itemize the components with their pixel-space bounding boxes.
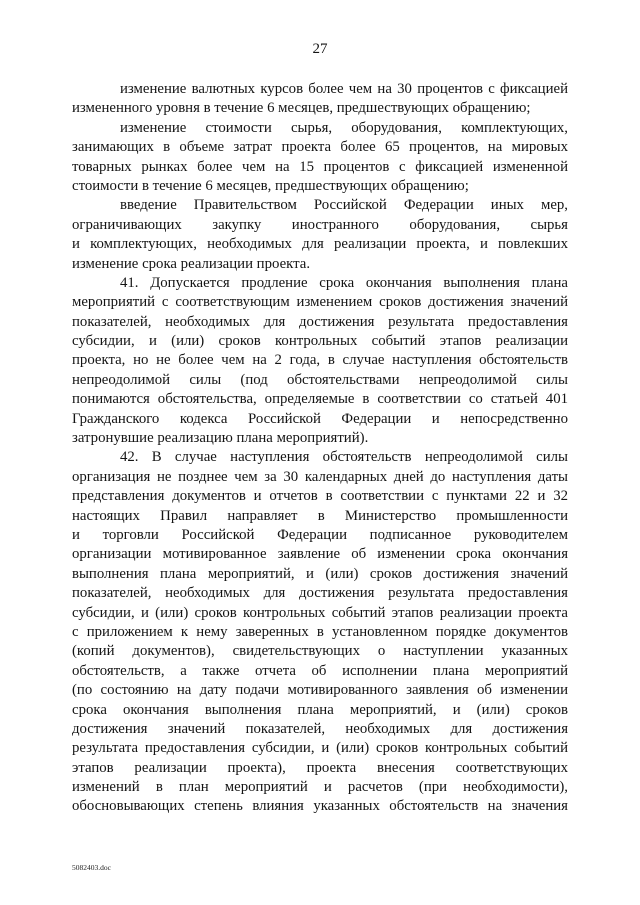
text-line: показателей, необходимых для достижения результата предоставления <box>72 585 568 602</box>
text-line: изменение стоимости сырья, оборудования, комплектующих, <box>120 119 568 136</box>
text-line: понимаются обстоятельства, определяемые в соответствии со статьей 401 <box>72 391 568 408</box>
text-line: изменение валютных курсов более чем на 30 процентов с фиксацией <box>120 81 568 97</box>
paragraph <box>72 274 568 449</box>
text-line: результата предоставления субсидии, и (или) сроков контрольных событий <box>72 740 568 757</box>
text-line: и торговли Российской Федерации подписанное руководителем <box>72 526 568 543</box>
text-line: с приложением к нему заверенных в установленном порядке документов <box>72 623 568 640</box>
text-line: показателей, необходимых для достижения результата предоставления <box>72 313 568 330</box>
text-line: Гражданского кодекса Российской Федерации и непосредственно <box>72 410 568 427</box>
text-line: стоимости в течение 6 месяцев, предшествующих обращению; <box>72 177 469 194</box>
text-line: этапов реализации проекта), проекта внесения соответствующих <box>72 759 568 776</box>
text-line: изменений в план мероприятий и расчетов (при необходимости), <box>72 779 568 796</box>
text-line: организация не позднее чем за 30 календарных дней до наступления даты <box>72 468 568 485</box>
paragraph <box>72 119 568 197</box>
text-line: срока окончания выполнения плана мероприятий, и (или) сроков <box>72 701 568 718</box>
text-line: субсидии, и (или) сроков контрольных событий этапов реализации проекта <box>72 604 568 621</box>
text-line: мероприятий с соответствующим изменением сроков достижения значений <box>72 294 568 311</box>
text-line: (копий документов), свидетельствующих о наступлении указанных <box>72 643 568 660</box>
body-text <box>72 80 568 817</box>
text-line: достижения значений показателей, необходимых для достижения <box>72 720 568 737</box>
text-line: (по состоянию на дату подачи мотивированного заявления об изменении <box>72 682 568 699</box>
text-line: настоящих Правил направляет в Министерство промышленности <box>72 507 568 524</box>
text-line: занимающих в объеме затрат проекта более 65 процентов, на мировых <box>72 139 568 156</box>
text-line: ограничивающих закупку иностранного оборудования, сырья <box>72 216 568 233</box>
text-line: проекта, но не более чем на 2 года, в случае наступления обстоятельств <box>72 352 568 369</box>
text-line: 41. Допускается продление срока окончания выполнения плана <box>120 274 568 291</box>
text-line: товарных рынках более чем на 15 процентов с фиксацией измененной <box>72 158 568 175</box>
text-line: 42. В случае наступления обстоятельств непреодолимой силы <box>120 449 568 466</box>
text-line: изменение срока реализации проекта. <box>72 255 311 272</box>
text-line: непреодолимой силы (под обстоятельствами непреодолимой силы <box>72 371 568 388</box>
text-line: и комплектующих, необходимых для реализации проекта, и повлекших <box>72 236 568 253</box>
paragraph <box>72 196 568 274</box>
page-number: 27 <box>312 41 328 57</box>
paragraph <box>72 80 568 119</box>
text-line: измененного уровня в течение 6 месяцев, предшествующих обращению; <box>72 100 531 117</box>
footer-filename: 5082403.doc <box>72 863 111 872</box>
text-line: организации мотивированное заявление об изменении срока окончания <box>72 546 568 563</box>
text-line: выполнения плана мероприятий, и (или) сроков достижения значений <box>72 565 568 582</box>
paragraph <box>72 448 568 816</box>
text-line: субсидии, и (или) сроков контрольных событий этапов реализации <box>72 333 568 350</box>
text-line: обстоятельств, а также отчета об исполнении плана мероприятий <box>72 662 568 679</box>
text-line: введение Правительством Российской Федерации иных мер, <box>120 197 568 214</box>
text-line: затронувшие реализацию плана мероприятий). <box>72 430 369 447</box>
text-line: представления документов и отчетов в соответствии с пунктами 22 и 32 <box>72 488 568 505</box>
text-line: обосновывающих степень влияния указанных обстоятельств на значения <box>72 798 568 815</box>
